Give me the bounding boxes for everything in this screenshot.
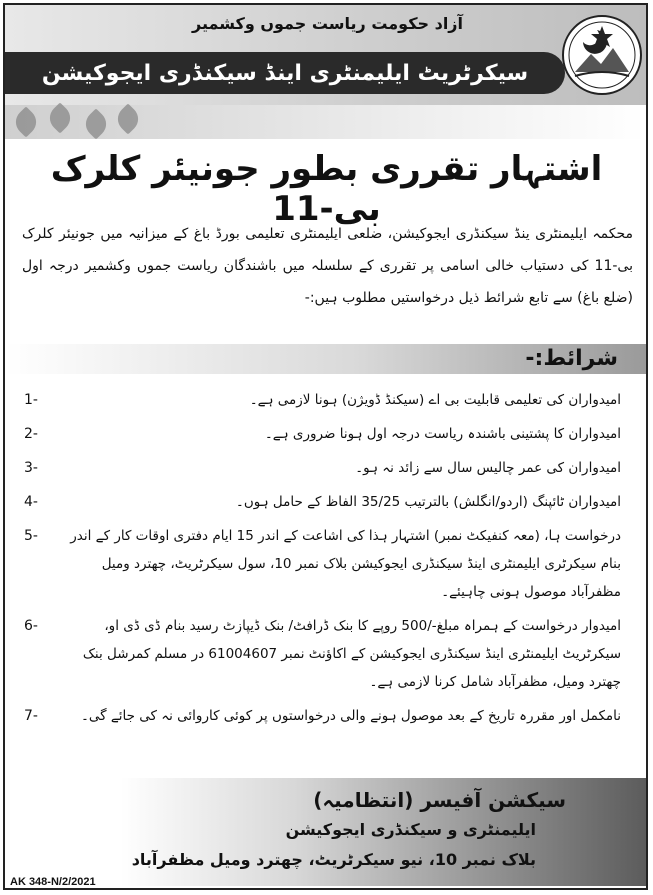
- office-address: بلاک نمبر 10، نیو سیکرٹریٹ، چھترد ومیل مظفرآباد: [131, 850, 536, 869]
- department-title: سیکرٹریٹ ایلیمنٹری اینڈ سیکنڈری ایجوکیشن: [41, 60, 529, 86]
- term-number: 3-: [24, 460, 38, 476]
- term-item: [18, 386, 639, 414]
- term-text: امیدواران کا پشتینی باشندہ ریاست درجہ اول ہونا ضروری ہے۔: [264, 426, 621, 442]
- term-text: امیدواران ٹائپنگ (اردو/انگلش) بالترتیب 35/25 الفاظ کے حامل ہوں۔: [235, 494, 621, 510]
- term-number: 7-: [24, 708, 38, 724]
- term-text: امیدواران کی تعلیمی قابلیت بی اے (سیکنڈ ڈویژن) ہونا لازمی ہے۔: [249, 392, 621, 408]
- advertisement-headline: اشتہار تقرری بطور جونیئر کلرک بی-11: [50, 149, 603, 229]
- term-text: امیدواران کی عمر چالیس سال سے زائد نہ ہو۔: [355, 460, 621, 476]
- term-text: نامکمل اور مقررہ تاریخ کے بعد موصول ہونے والی درخواستوں پر کوئی کاروائی نہ کی جائے گی۔: [80, 708, 621, 724]
- terms-list: [18, 386, 639, 730]
- decorative-leaf-band: [5, 105, 646, 139]
- term-number: 6-: [24, 618, 38, 634]
- term-number: 1-: [24, 392, 38, 408]
- issuing-officer: سیکشن آفیسر (انتظامیہ): [313, 788, 566, 812]
- term-item: [18, 612, 639, 696]
- term-number: 2-: [24, 426, 38, 442]
- reference-number: AK 348-N/2/2021: [10, 876, 96, 888]
- issuing-department: ایلیمنٹری و سیکنڈری ایجوکیشن: [285, 820, 536, 839]
- department-title-bar: [5, 52, 565, 94]
- term-number: 5-: [24, 528, 38, 544]
- term-text: درخواست ہا، (معہ کنفیکٹ نمبر) اشتہار ہذا کی اشاعت کے اندر 15 ایام دفتری اوقات کار کے اندر بنام سیکرٹری ایلیمنٹری اینڈ سیکنڈری ایجوکیشن بلاک نمبر 10، سول سیکرٹریٹ، چھترد ومیل مظفرآباد موصول ہونی چاہیئے۔: [70, 528, 621, 600]
- term-item: [18, 454, 639, 482]
- term-item: [18, 420, 639, 448]
- government-emblem-icon: [561, 12, 643, 98]
- leaf-icon: [44, 102, 75, 133]
- terms-title: شرائط:-: [525, 346, 618, 371]
- term-item: [18, 522, 639, 606]
- term-item: [18, 702, 639, 730]
- term-text: امیدوار درخواست کے ہمراہ مبلغ-/500 روپے کا بنک ڈرافٹ/ بنک ڈیپازٹ رسید بنام ڈی ڈی او، سیکرٹریٹ ایلیمنٹری اینڈ سیکنڈری ایجوکیشن کے اکاؤنٹ نمبر 61004607 در مسلم کمرشل بنک چھترد ومیل، مظفرآباد شامل کرنا لازمی ہے۔: [82, 618, 621, 690]
- intro-paragraph: محکمہ ایلیمنٹری ینڈ سیکنڈری ایجوکیشن، ضلعی ایلیمنٹری تعلیمی بورڈ باغ کے میزانیہ میں جونیئر کلرک بی-11 کی دستیاب خالی اسامی پر تقرری کے سلسلہ میں باشندگان ریاست جموں وکشمیر درجہ اول (ضلع باغ) سے تابع شرائط ذیل درخواستیں مطلوب ہیں:-: [22, 226, 633, 306]
- term-number: 4-: [24, 494, 38, 510]
- leaf-icon: [80, 108, 111, 139]
- leaf-icon: [10, 106, 41, 137]
- term-item: [18, 488, 639, 516]
- government-subtitle: آزاد حکومت ریاست جموں وکشمیر: [192, 14, 463, 33]
- terms-header-bar: [5, 344, 646, 374]
- signature-block: [5, 778, 646, 886]
- leaf-icon: [112, 103, 143, 134]
